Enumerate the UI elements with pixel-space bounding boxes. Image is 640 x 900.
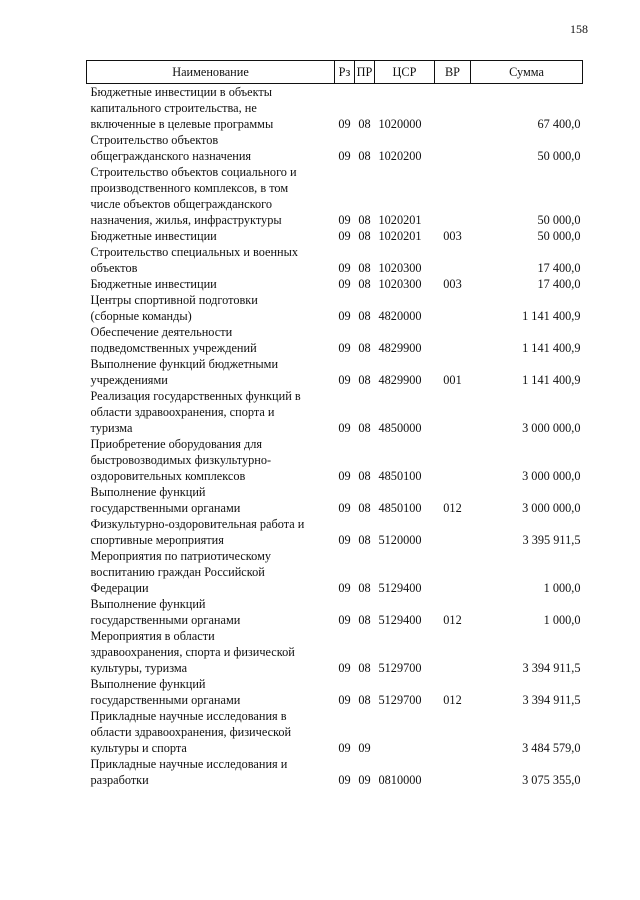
row-rz: 09 — [338, 581, 351, 595]
row-name-line: культуры, туризма — [90, 661, 188, 675]
row-csr: 5129700 — [378, 693, 422, 707]
row-name-line: оздоровительных комплексов — [90, 469, 246, 483]
row-csr: 0810000 — [378, 773, 422, 787]
row-csr: 5120000 — [378, 533, 422, 547]
row-sum: 17 400,0 — [537, 277, 581, 291]
row-name-line: Приобретение оборудования для — [90, 437, 263, 451]
row-name — [87, 276, 335, 292]
row-name-line: объектов — [90, 261, 138, 275]
row-name — [87, 516, 335, 548]
row-vr — [435, 388, 471, 436]
row-name-line: Выполнение функций — [90, 597, 206, 611]
row-name — [87, 484, 335, 516]
column-header-name: Наименование — [87, 61, 335, 84]
row-pr: 08 — [358, 261, 371, 275]
row-vr: 012 — [443, 613, 462, 627]
row-sum: 1 000,0 — [543, 613, 581, 627]
row-rz: 09 — [338, 229, 351, 243]
row-csr: 4829900 — [378, 373, 422, 387]
row-name-line: Выполнение функций — [90, 677, 206, 691]
page-number: 158 — [570, 22, 588, 36]
row-vr — [435, 164, 471, 228]
row-vr: 003 — [443, 229, 462, 243]
row-vr — [435, 628, 471, 676]
row-rz: 09 — [338, 261, 351, 275]
row-name-line: производственного комплексов, в том — [90, 181, 289, 195]
row-name-line: учреждениями — [90, 373, 168, 387]
table-row — [87, 548, 583, 596]
row-vr — [435, 292, 471, 324]
row-rz: 09 — [338, 213, 351, 227]
table-header-row — [87, 61, 583, 84]
row-csr: 1020300 — [378, 277, 422, 291]
table-row — [87, 484, 583, 516]
row-pr: 08 — [358, 149, 371, 163]
column-header-pr: ПР — [355, 61, 375, 84]
row-sum: 1 141 400,9 — [522, 341, 581, 355]
row-name-line: области здравоохранения, спорта и — [90, 405, 275, 419]
row-csr: 1020000 — [378, 117, 422, 131]
row-sum: 1 000,0 — [543, 581, 581, 595]
row-vr: 001 — [443, 373, 462, 387]
table-row — [87, 228, 583, 244]
row-name-line: Выполнение функций — [90, 485, 206, 499]
row-sum: 50 000,0 — [537, 149, 581, 163]
row-pr: 08 — [358, 501, 371, 515]
column-header-sum: Сумма — [471, 61, 583, 84]
row-pr: 08 — [358, 581, 371, 595]
row-name — [87, 324, 335, 356]
row-sum: 1 141 400,9 — [522, 373, 581, 387]
row-pr: 08 — [358, 469, 371, 483]
row-name-line: спортивные мероприятия — [90, 533, 224, 547]
row-name-line: Мероприятия в области — [90, 629, 215, 643]
row-sum: 50 000,0 — [537, 213, 581, 227]
table-row — [87, 708, 583, 756]
row-vr — [435, 516, 471, 548]
table-row — [87, 244, 583, 276]
row-name — [87, 676, 335, 708]
row-vr: 003 — [443, 277, 462, 291]
row-name-line: (сборные команды) — [90, 309, 192, 323]
row-rz: 09 — [338, 277, 351, 291]
table-row — [87, 516, 583, 548]
row-csr: 1020201 — [378, 213, 422, 227]
row-rz: 09 — [338, 117, 351, 131]
row-rz: 09 — [338, 533, 351, 547]
row-csr: 4850000 — [378, 421, 422, 435]
row-rz: 09 — [338, 149, 351, 163]
table-row — [87, 276, 583, 292]
row-pr: 09 — [358, 741, 371, 755]
table-row — [87, 388, 583, 436]
row-name — [87, 132, 335, 164]
row-csr: 4850100 — [378, 501, 422, 515]
row-pr: 08 — [358, 277, 371, 291]
row-name-line: государственными органами — [90, 613, 241, 627]
row-name-line: Центры спортивной подготовки — [90, 293, 258, 307]
column-header-rz: Рз — [335, 61, 355, 84]
row-vr — [435, 324, 471, 356]
row-name — [87, 436, 335, 484]
row-name-line: Прикладные научные исследования и — [90, 757, 288, 771]
row-name — [87, 292, 335, 324]
table-row — [87, 356, 583, 388]
row-name-line: культуры и спорта — [90, 741, 187, 755]
row-vr — [435, 436, 471, 484]
row-pr: 08 — [358, 613, 371, 627]
table-row — [87, 164, 583, 228]
row-pr: 08 — [358, 533, 371, 547]
row-csr: 5129400 — [378, 581, 422, 595]
row-vr — [435, 548, 471, 596]
row-rz: 09 — [338, 773, 351, 787]
budget-table — [86, 60, 583, 788]
table-row — [87, 324, 583, 356]
row-pr: 08 — [358, 341, 371, 355]
row-pr: 08 — [358, 373, 371, 387]
column-header-vr: ВР — [435, 61, 471, 84]
row-name — [87, 228, 335, 244]
row-rz: 09 — [338, 373, 351, 387]
column-header-csr: ЦСР — [375, 61, 435, 84]
row-name-line: Строительство специальных и военных — [90, 245, 299, 259]
row-name-line: быстровозводимых физкультурно- — [90, 453, 272, 467]
row-name-line: Бюджетные инвестиции — [90, 277, 217, 291]
row-sum: 1 141 400,9 — [522, 309, 581, 323]
row-rz: 09 — [338, 469, 351, 483]
row-vr — [435, 244, 471, 276]
row-rz: 09 — [338, 309, 351, 323]
table-row — [87, 756, 583, 788]
row-pr: 08 — [358, 117, 371, 131]
row-name-line: Мероприятия по патриотическому — [90, 549, 271, 563]
row-sum: 50 000,0 — [537, 229, 581, 243]
row-name-line: Федерации — [90, 581, 149, 595]
row-csr — [375, 708, 435, 756]
row-sum: 3 000 000,0 — [522, 501, 581, 515]
row-name-line: Бюджетные инвестиции в объекты — [90, 85, 273, 99]
row-vr — [435, 708, 471, 756]
table-row — [87, 628, 583, 676]
table-row — [87, 436, 583, 484]
row-name — [87, 596, 335, 628]
table-row — [87, 292, 583, 324]
row-csr: 4850100 — [378, 469, 422, 483]
row-name-line: области здравоохранения, физической — [90, 725, 292, 739]
row-pr: 08 — [358, 421, 371, 435]
table-body — [87, 84, 583, 789]
row-name-line: Бюджетные инвестиции — [90, 229, 217, 243]
row-name-line: Обеспечение деятельности — [90, 325, 233, 339]
row-name-line: Выполнение функций бюджетными — [90, 357, 279, 371]
row-sum: 3 000 000,0 — [522, 469, 581, 483]
row-name-line: Реализация государственных функций в — [90, 389, 301, 403]
row-vr — [435, 84, 471, 133]
row-name-line: капитального строительства, не — [90, 101, 257, 115]
row-sum: 3 484 579,0 — [522, 741, 581, 755]
row-csr: 5129400 — [378, 613, 422, 627]
row-csr: 4820000 — [378, 309, 422, 323]
table-row — [87, 676, 583, 708]
row-vr: 012 — [443, 501, 462, 515]
row-name — [87, 388, 335, 436]
row-name — [87, 244, 335, 276]
row-vr — [435, 132, 471, 164]
row-name-line: подведомственных учреждений — [90, 341, 257, 355]
table-row — [87, 132, 583, 164]
row-sum: 17 400,0 — [537, 261, 581, 275]
row-name — [87, 164, 335, 228]
row-name-line: общегражданского назначения — [90, 149, 252, 163]
row-sum: 3 394 911,5 — [522, 693, 581, 707]
row-rz: 09 — [338, 693, 351, 707]
row-name — [87, 708, 335, 756]
row-pr: 08 — [358, 661, 371, 675]
row-csr: 1020300 — [378, 261, 422, 275]
row-rz: 09 — [338, 501, 351, 515]
row-rz: 09 — [338, 341, 351, 355]
row-name — [87, 84, 335, 133]
row-name-line: государственными органами — [90, 693, 241, 707]
row-name-line: разработки — [90, 773, 149, 787]
row-csr: 4829900 — [378, 341, 422, 355]
row-sum: 67 400,0 — [537, 117, 581, 131]
row-name-line: Прикладные научные исследования в — [90, 709, 287, 723]
row-rz: 09 — [338, 421, 351, 435]
row-sum: 3 075 355,0 — [522, 773, 581, 787]
row-rz: 09 — [338, 661, 351, 675]
row-name-line: Строительство объектов социального и — [90, 165, 297, 179]
row-vr — [435, 756, 471, 788]
row-pr: 08 — [358, 213, 371, 227]
row-sum: 3 394 911,5 — [522, 661, 581, 675]
row-csr: 1020201 — [378, 229, 422, 243]
row-pr: 08 — [358, 309, 371, 323]
row-pr: 08 — [358, 229, 371, 243]
row-vr: 012 — [443, 693, 462, 707]
row-name-line: числе объектов общегражданского — [90, 197, 272, 211]
row-name-line: включенные в целевые программы — [90, 117, 274, 131]
table-header — [87, 61, 583, 84]
row-name — [87, 628, 335, 676]
row-rz: 09 — [338, 741, 351, 755]
row-csr: 5129700 — [378, 661, 422, 675]
table-row — [87, 596, 583, 628]
row-name-line: назначения, жилья, инфраструктуры — [90, 213, 282, 227]
row-name — [87, 756, 335, 788]
row-name — [87, 548, 335, 596]
row-name-line: государственными органами — [90, 501, 241, 515]
row-csr: 1020200 — [378, 149, 422, 163]
row-name-line: туризма — [90, 421, 133, 435]
row-name-line: воспитанию граждан Российской — [90, 565, 265, 579]
row-sum: 3 395 911,5 — [522, 533, 581, 547]
row-pr: 08 — [358, 693, 371, 707]
row-name-line: здравоохранения, спорта и физической — [90, 645, 295, 659]
row-name-line: Физкультурно-оздоровительная работа и — [90, 517, 305, 531]
table-row — [87, 84, 583, 133]
row-name — [87, 356, 335, 388]
row-rz: 09 — [338, 613, 351, 627]
row-pr: 09 — [358, 773, 371, 787]
row-name-line: Строительство объектов — [90, 133, 219, 147]
row-sum: 3 000 000,0 — [522, 421, 581, 435]
